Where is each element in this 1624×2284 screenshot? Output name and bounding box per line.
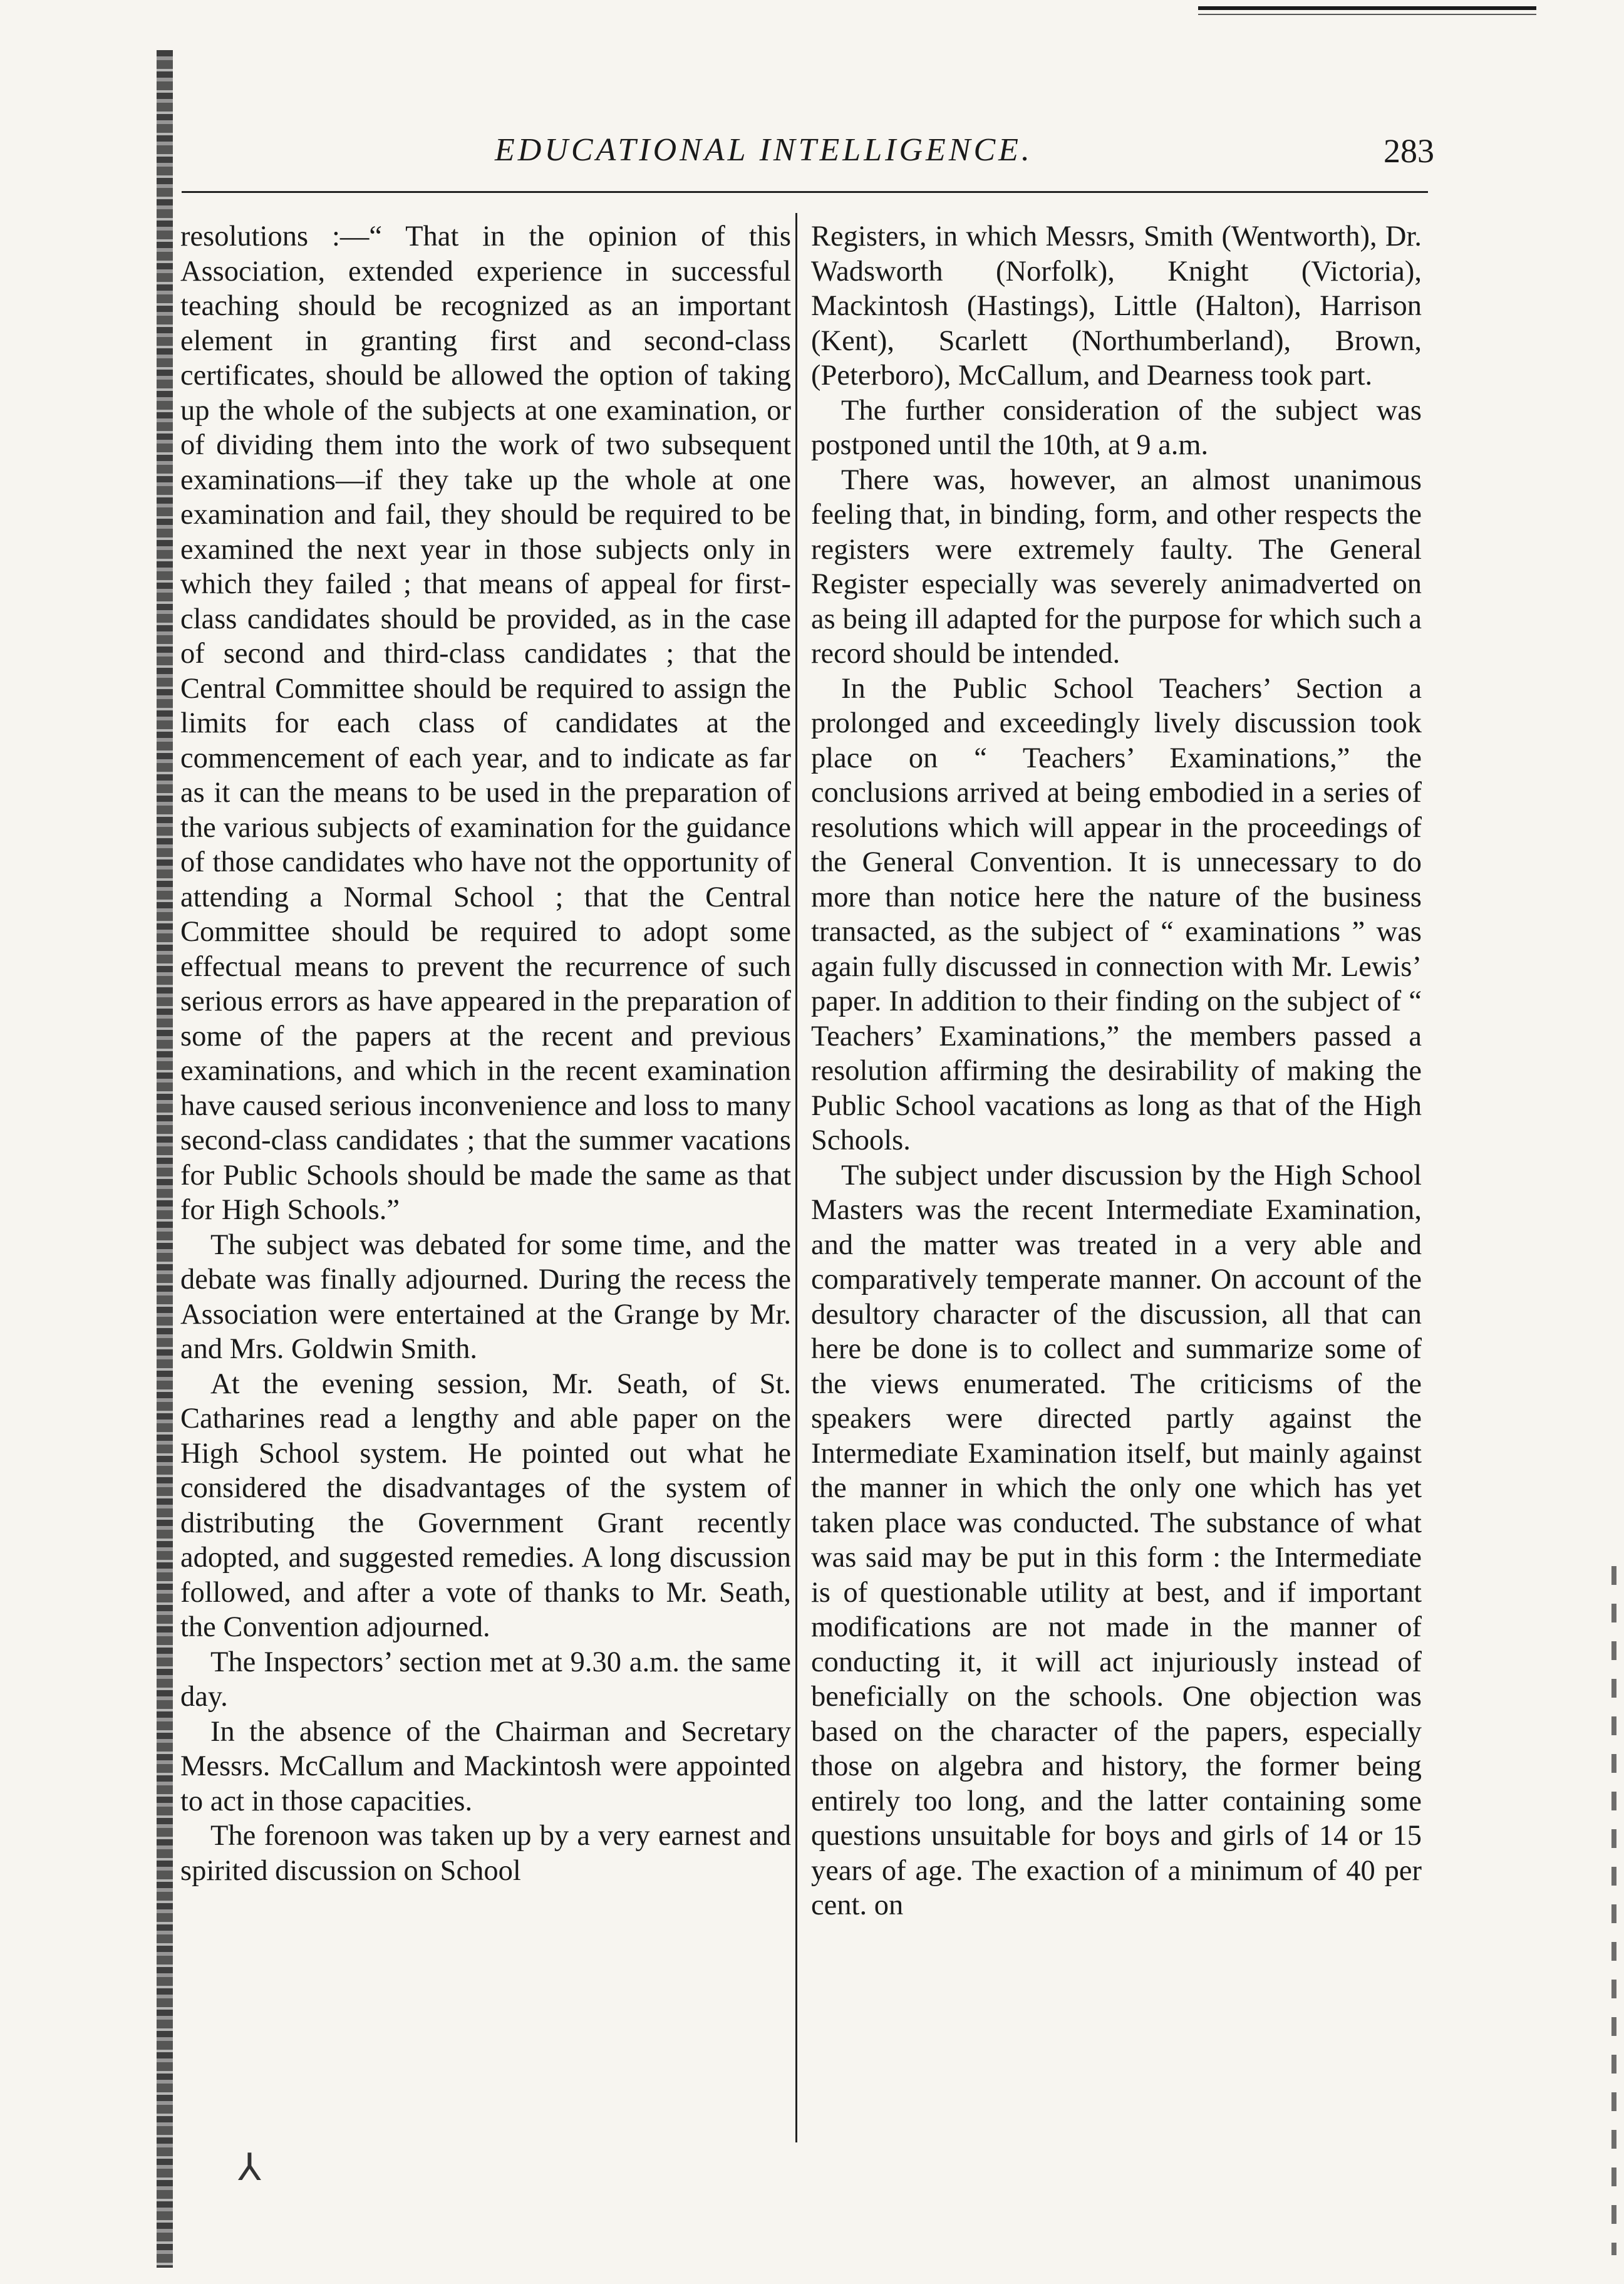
running-head xyxy=(182,125,1434,182)
paragraph: The Inspectors’ section met at 9.30 a.m. the same day. xyxy=(180,1646,791,1713)
paragraph: In the Public School Teachers’ Section a prolonged and exceedingly lively discussion took place on “ Teachers’ Examinations,” the conclusions arrived at being embodied in a series of resolutions which will appear in the proceedings of the General Convention. It is unnecessary to do more than notice here the nature of the business transacted, as the subject of “ examinations ” was again fully discussed in connection with Mr. Lewis’ paper. In addition to their finding on the subject of “ Teachers’ Examinations,” the members passed a resolution affirming the desirability of making the Public School vacations as long as that of the High Schools. xyxy=(811,672,1422,1156)
header-rule xyxy=(182,191,1428,193)
margin-pen-mark: ⅄ xyxy=(238,2147,261,2188)
page-number: 283 xyxy=(1384,132,1434,170)
paragraph: In the absence of the Chairman and Secretary Messrs. McCallum and Mackintosh were appointed to act in those capacities. xyxy=(180,1715,791,1817)
paragraph: The forenoon was taken up by a very earnest and spirited discussion on School xyxy=(180,1820,791,1887)
paragraph: resolutions :—“ That in the opinion of this Association, extended experience in successful teaching should be recognized as an important element in granting first and second-class certificates, should be allowed the option of taking up the whole of the subjects at one examination, or of dividing them into the work of two subsequent examinations—if they take up the whole at one examination and fail, they should be required to be examined the next year in those subjects only in which they failed ; that means of appeal for first-class candidates should be provided, as in the case of second and third-class candidates ; that the Central Committee should be required to assign the limits for each class of candidates at the commencement of each year, and to indicate as far as it can the means to be used in the preparation of the various subjects of examination for the guidance of those candidates who have not the opportunity of attending a Normal School ; that the Central Committee should be required to adopt some effectual means to prevent the recurrence of such serious errors as have appeared in the preparation of some of the papers at the recent and previous examinations, and which in the recent examination have caused serious inconvenience and loss to many second-class candidates ; that the summer vacations for Public Schools should be made the same as that for High Schools.” xyxy=(180,221,791,1226)
right-edge-marks xyxy=(1611,1566,1616,2255)
paragraph: The further consideration of the subject was postponed until the 10th, at 9 a.m. xyxy=(811,394,1422,461)
right-column xyxy=(811,219,1422,1923)
page-binding-edge xyxy=(157,50,173,2268)
running-title: EDUCATIONAL INTELLIGENCE. xyxy=(495,132,1033,168)
paragraph: Registers, in which Messrs, Smith (Wentworth), Dr. Wadsworth (Norfolk), Knight (Victoria), Mackintosh (Hastings), Little (Halton), Harrison (Kent), Scarlett (Northumberland), Brown, (Peterboro), McCallum, and Dearness took part. xyxy=(811,221,1422,392)
paragraph: The subject was debated for some time, and the debate was finally adjourned. During the recess the Association were entertained at the Grange by Mr. and Mrs. Goldwin Smith. xyxy=(180,1228,791,1365)
top-edge-thin-rule xyxy=(1198,14,1536,15)
paragraph: The subject under discussion by the High School Masters was the recent Intermediate Examination, and the matter was treated in a very able and comparatively temperate manner. On account of the desultory character of the discussion, all that can here be done is to collect and summarize some of the views enumerated. The criticisms of the speakers were directed partly against the Intermediate Examination itself, but mainly against the manner in which the only one which has yet taken place was conducted. The substance of what was said may be put in this form : the Intermediate is of questionable utility at best, and if important modifications are not made in the manner of conducting it, it will act injuriously instead of beneficially on the schools. One objection was based on the character of the papers, especially those on algebra and history, the former being entirely too long, and the latter containing some questions unsuitable for boys and girls of 14 or 15 years of age. The exaction of a minimum of 40 per cent. on xyxy=(811,1159,1422,1921)
left-column xyxy=(180,219,791,1888)
top-edge-rule xyxy=(1198,6,1536,10)
paragraph: At the evening session, Mr. Seath, of St. Catharines read a lengthy and able paper on the High School system. He pointed out what he considered the disadvantages of the system of distributing the Government Grant recently adopted, and suggested remedies. A long discussion followed, and after a vote of thanks to Mr. Seath, the Convention adjourned. xyxy=(180,1368,791,1643)
paragraph: There was, however, an almost unanimous feeling that, in binding, form, and other respects the registers were extremely faulty. The General Register especially was severely animadverted on as being ill adapted for the purpose for which such a record should be intended. xyxy=(811,464,1422,670)
column-divider xyxy=(795,213,797,2142)
